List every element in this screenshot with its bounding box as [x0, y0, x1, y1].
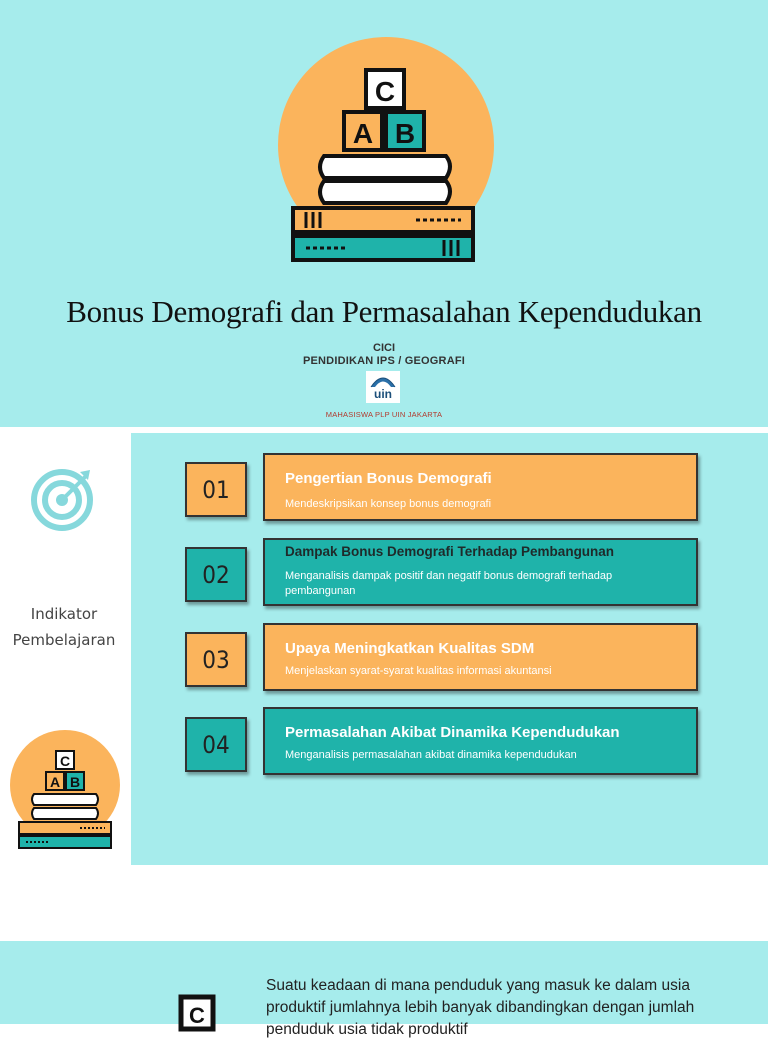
indicator-description: Menganalisis permasalahan akibat dinamika kependudukan	[285, 749, 577, 761]
block-c: C	[189, 1003, 205, 1028]
uin-logo-icon	[366, 371, 400, 403]
indicator-description: Menjelaskan syarat-syarat kualitas informasi akuntansi	[285, 665, 552, 677]
abc-books-icon	[178, 994, 218, 1030]
indicator-card	[263, 707, 698, 775]
paragraph-line: penduduk usia tidak produktif	[266, 1021, 468, 1038]
item-number-01: 01	[185, 462, 247, 517]
item-number-02: 02	[185, 547, 247, 602]
block-a: A	[352, 118, 374, 149]
presenter-name: CICI	[373, 342, 395, 354]
small-block-a: A	[49, 774, 61, 790]
paragraph-line: Suatu keadaan di mana penduduk yang masuk ke dalam usia	[266, 977, 690, 994]
indicator-card	[263, 623, 698, 691]
small-block-b: B	[69, 774, 81, 790]
presentation-title: Bonus Demografi dan Permasalahan Kependudukan	[66, 294, 702, 329]
indicator-title: Dampak Bonus Demografi Terhadap Pembangunan	[285, 544, 615, 559]
abc-books-icon	[10, 733, 122, 853]
side-label-line1: Indikator	[30, 605, 98, 623]
target-icon	[30, 466, 96, 532]
abc-books-icon	[276, 60, 496, 270]
indicator-description: Menganalisis dampak positif dan negatif bonus demografi terhadap pembangunan	[285, 570, 613, 597]
item-number-04: 04	[185, 717, 247, 772]
indicator-title: Upaya Meningkatkan Kualitas SDM	[285, 640, 535, 657]
block-c: C	[374, 76, 396, 107]
paragraph-line: produktif jumlahnya lebih banyak dibandingkan dengan jumlah	[266, 999, 695, 1016]
definition-paragraph	[266, 975, 746, 1041]
small-block-c: C	[59, 753, 71, 769]
indicator-card	[263, 538, 698, 606]
indicator-title: Pengertian Bonus Demografi	[285, 470, 492, 487]
indicator-card	[263, 453, 698, 521]
definition-slide	[0, 941, 768, 1038]
block-b: B	[394, 118, 416, 149]
indicator-title: Permasalahan Akibat Dinamika Kependudukan	[285, 724, 620, 741]
item-number-03: 03	[185, 632, 247, 687]
indicator-slide	[0, 433, 768, 865]
institution-label: MAHASISWA PLP UIN JAKARTA	[325, 410, 443, 419]
study-program: PENDIDIKAN IPS / GEOGRAFI	[302, 355, 466, 367]
side-label	[0, 601, 128, 653]
title-slide	[0, 0, 768, 427]
indicator-description: Mendeskripsikan konsep bonus demografi	[285, 498, 492, 510]
uin-logo-text: uin	[374, 387, 392, 401]
side-label-line2: Pembelajaran	[12, 631, 116, 649]
